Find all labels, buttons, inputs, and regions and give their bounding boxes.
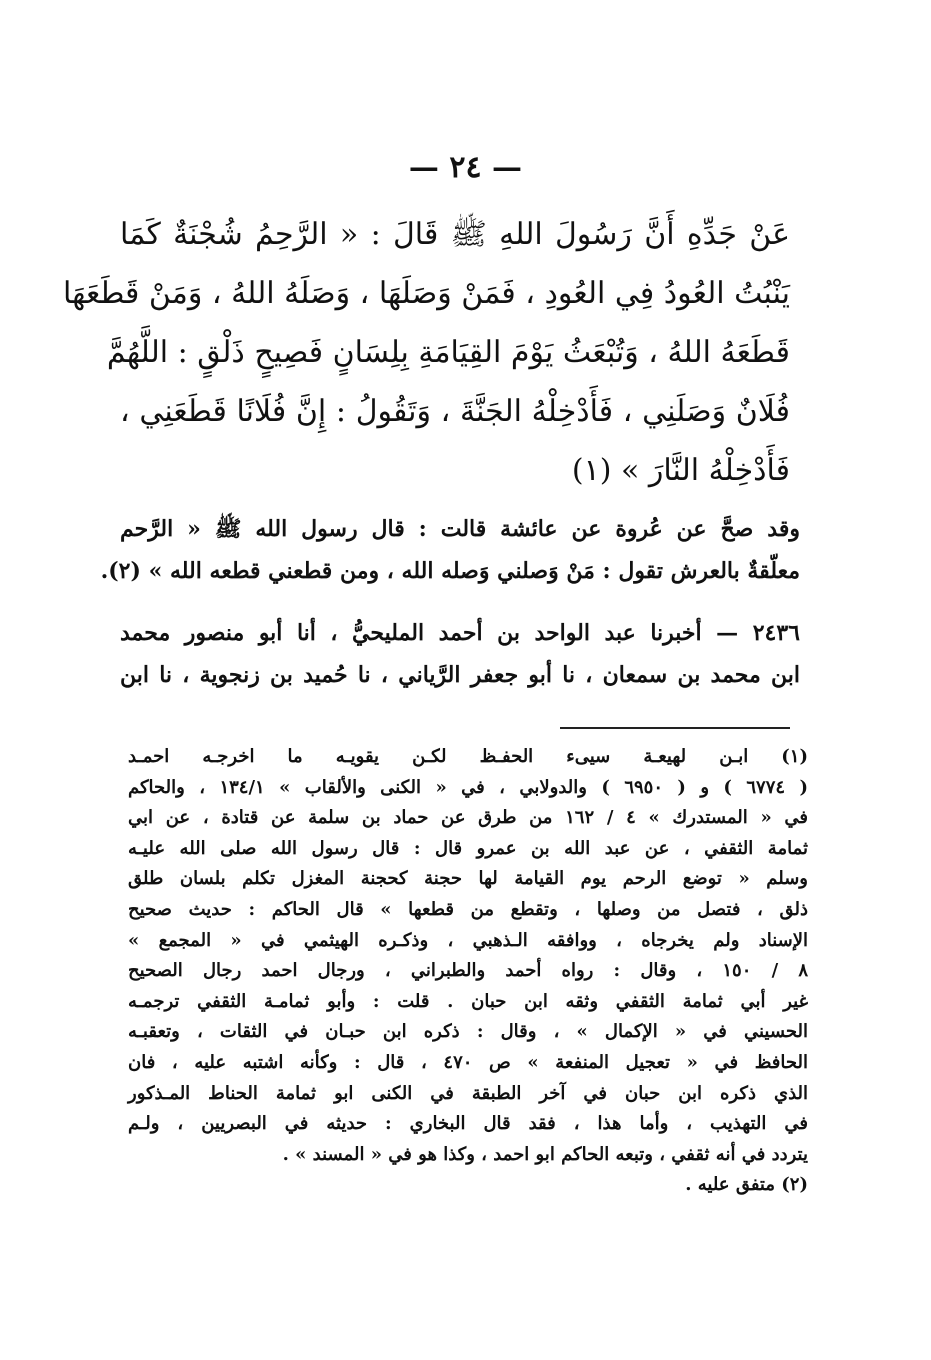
paragraph-line: وقد صحَّ عن عُروة عن عائشة قالت : قال رسول الله ﷺ « الرَّحم [120, 516, 800, 542]
footnote-line: في « المستدرك » ٤ / ١٦٢ من طرق عن حماد بن سلمة عن قتادة ، عن ابي [128, 807, 809, 829]
footnote-line: في التهذيب ، وأما هذا ، فقد قال البخاري : حديثه في البصريين ، ولـم [128, 1113, 808, 1135]
footnote-2: (٢) متفق عليه . [685, 1174, 808, 1196]
footnote-line: الحافظ في « تعجيل المنفعة » ص ٤٧٠ ، قال : وكأنه اشتبه عليه ، فان [128, 1051, 809, 1073]
footnote-separator [560, 727, 790, 729]
paragraph-line: معلّقةٌ بالعرش تقول : مَنْ وَصلني وَصله الله ، ومن قطعني قطعه الله » (٢). [100, 558, 800, 584]
footnote-line: الذي ذكره ابن حبان في آخر الطبقة في الكنى ابو ثمامة الحناط المـذكور [128, 1082, 808, 1104]
footnote-line: ثمامة الثقفي ، عن عبد الله بن عمرو قال : قال رسول الله صلى الله عليـه [128, 837, 808, 859]
hadith-text [63, 205, 790, 500]
page-number: — ٢٤ — [408, 150, 523, 185]
hadith-line: قَطَعَهُ اللهُ ، وَتُبْعَثُ يَوْمَ القِيَامَةِ بِلِسَانٍ فَصِيحٍ ذَلْقٍ : اللَّهُمَّ [106, 335, 790, 370]
footnote-line: الحسيني في « الإكمال » ، وقال : ذكره ابن حبـان في الثقات ، وتعقبـه [128, 1021, 808, 1043]
footnote-line: (١) ابـن لهيعـة سيىء الحفـظ لكـن يقويـه ما اخرجـه احمـد [128, 746, 808, 767]
paragraph-aisha-narration [100, 508, 800, 592]
footnotes [128, 742, 808, 1201]
paragraph-line: ٢٤٣٦ — أخبرنا عبد الواحد بن أحمد المليحيُّ ، أنا أبو منصور محمد [120, 620, 800, 646]
paragraph-line: ابن محمد بن سمعان ، نا أبو جعفر الرَّياني ، نا حُميد بن زنجوية ، نا ابن [120, 662, 800, 688]
footnote-line: وسلم « توضع الرحم يوم القيامة لها حجنة كحجنة المغزل تكلم بلسان طلق [128, 868, 808, 890]
footnote-line: غير أبي ثمامة الثقفي وثقه ابن حبان . قلت : وأبو ثمامـة الثقفي ترجمـه [128, 990, 808, 1012]
hadith-line: فُلَانٌ وَصَلَنِي ، فَأَدْخِلْهُ الجَنَّةَ ، وَتَقُولُ : إِنَّ فُلَانًا قَطَعَنِي ، [120, 394, 790, 429]
footnote-line: الإسناد ولم يخرجاه ، ووافقه الـذهبي ، وذكـره الهيثمي في « المجمع » [128, 929, 808, 951]
hadith-line: فَأَدْخِلْهُ النَّارَ » (١) [571, 453, 790, 488]
hadith-line: عَنْ جَدِّهِ أَنَّ رَسُولَ اللهِ ﷺ قَالَ : « الرَّحِمُ شُجْنَةٌ كَمَا [120, 217, 790, 252]
footnote-line: ٨ / ١٥٠ ، وقال : رواه أحمد والطبراني ، ورجال احمد رجال الصحيح [128, 960, 808, 982]
hadith-line: يَنْبُتُ العُودُ فِي العُودِ ، فَمَنْ وَصَلَهَا ، وَصَلَهُ اللهُ ، وَمَنْ قَطَعَهَا [63, 276, 790, 311]
footnote-line: ( ٦٧٧٤ ) و ( ٦٩٥٠ ) والدولابي ، في « الكنى والألقاب » ١٣٤/١ ، والحاكم [128, 776, 808, 798]
footnote-line: يتردد في أنه ثقفي ، وتبعه الحاكم ابو احمد ، وكذا هو في « المسند » . [282, 1143, 808, 1165]
paragraph-isnad-2436 [120, 612, 800, 696]
footnote-line: ذلق ، فتصل من وصلها ، وتقطع من قطعها » قال الحاكم : حديث صحيح [128, 898, 808, 920]
